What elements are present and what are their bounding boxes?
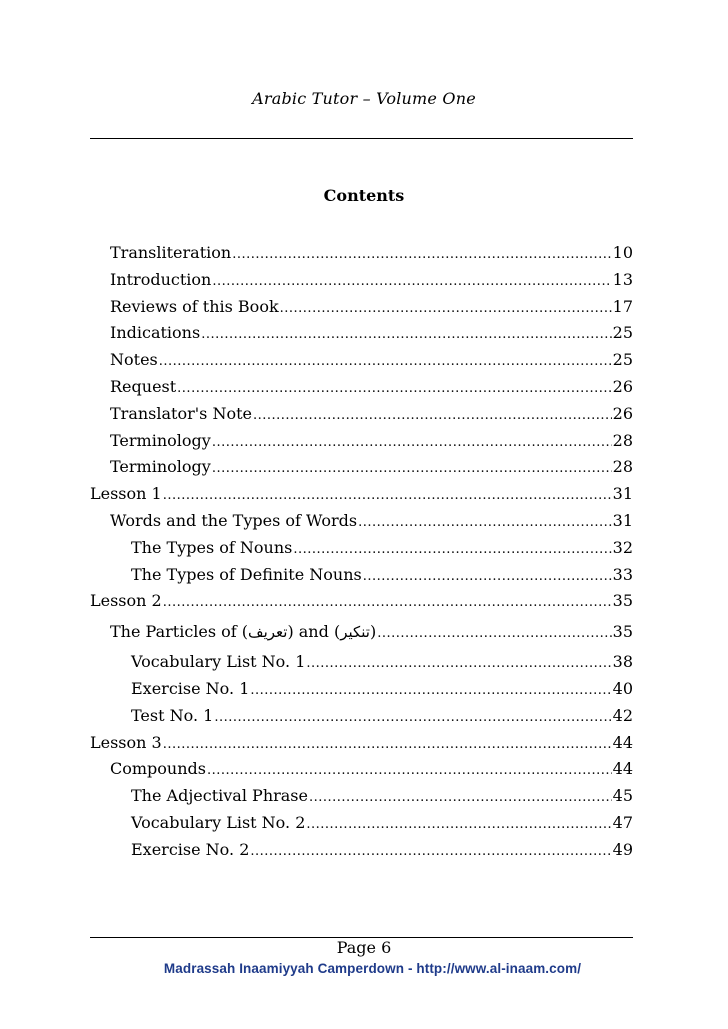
toc-entry-page: 47 xyxy=(612,812,633,832)
toc-entry[interactable] xyxy=(90,294,633,321)
toc-entry-page: 31 xyxy=(612,484,633,504)
toc-entry-title-part: تعريف xyxy=(248,623,288,642)
toc-entry-title: Translator's Note xyxy=(110,403,252,423)
toc-dot-leader xyxy=(212,456,612,483)
toc-dot-leader xyxy=(163,483,612,510)
toc-entry-page: 25 xyxy=(612,323,633,343)
toc-entry-title: Introduction xyxy=(110,269,212,289)
toc-entry[interactable] xyxy=(90,428,633,455)
toc-entry-title: Terminology xyxy=(110,430,211,450)
toc-entry[interactable] xyxy=(90,615,633,649)
toc-entry-page: 44 xyxy=(612,732,633,752)
toc-entry-title: Request xyxy=(110,376,177,396)
toc-entry-page: 17 xyxy=(612,296,633,316)
toc-entry-page: 35 xyxy=(612,591,633,611)
toc-entry-title: The Adjectival Phrase xyxy=(131,786,308,806)
toc-entry-title: Lesson 3 xyxy=(90,732,162,752)
toc-entry[interactable] xyxy=(90,783,633,810)
toc-entry-page: 38 xyxy=(612,652,633,672)
toc-entry-page: 31 xyxy=(612,510,633,530)
toc-dot-leader xyxy=(163,590,612,617)
page-number: Page 6 xyxy=(336,938,392,957)
toc-entry-title: Words and the Types of Words xyxy=(110,510,358,530)
toc-entry-title-part: The Particles of ( xyxy=(110,622,249,642)
toc-entry[interactable] xyxy=(90,481,633,508)
toc-entry-page: 40 xyxy=(612,678,633,698)
toc-entry[interactable] xyxy=(90,240,633,267)
toc-entry[interactable] xyxy=(90,730,633,757)
toc-entry[interactable] xyxy=(90,703,633,730)
toc-entry[interactable] xyxy=(90,401,633,428)
toc-entry[interactable] xyxy=(90,508,633,535)
toc-dot-leader xyxy=(214,705,611,732)
toc-entry-title: Lesson 2 xyxy=(90,591,162,611)
toc-dot-leader xyxy=(207,758,612,785)
toc-entry-page: 49 xyxy=(612,839,633,859)
toc-entry-title-part: ) xyxy=(369,622,377,642)
toc-entry[interactable] xyxy=(90,374,633,401)
toc-entry-title: Lesson 1 xyxy=(90,484,162,504)
toc-entry[interactable] xyxy=(90,562,633,589)
toc-entry-page: 45 xyxy=(612,786,633,806)
toc-dot-leader xyxy=(377,617,611,651)
toc-entry-title: Indications xyxy=(110,323,201,343)
toc-dot-leader xyxy=(212,269,611,296)
toc-entry-page: 10 xyxy=(612,243,633,262)
toc-entry[interactable] xyxy=(90,837,633,864)
toc-entry-page: 44 xyxy=(612,759,633,779)
running-header-title: Arabic Tutor – Volume One xyxy=(252,89,476,108)
toc-entry-title: The Types of Nouns xyxy=(131,537,293,557)
toc-entry-page: 33 xyxy=(612,564,633,584)
toc-dot-leader xyxy=(306,651,611,678)
toc-dot-leader xyxy=(250,678,611,705)
toc-entry[interactable] xyxy=(90,756,633,783)
toc-entry-title: Exercise No. 2 xyxy=(131,839,250,859)
toc-dot-leader xyxy=(159,349,612,376)
toc-dot-leader xyxy=(177,376,611,403)
toc-entry-title: The Types of Definite Nouns xyxy=(131,564,362,584)
toc-dot-leader xyxy=(250,839,611,866)
toc-entry-title: Exercise No. 1 xyxy=(131,678,250,698)
toc-entry[interactable] xyxy=(90,588,633,615)
toc-dot-leader xyxy=(232,242,611,269)
header-rule xyxy=(90,138,633,139)
table-of-contents xyxy=(90,240,633,864)
toc-dot-leader xyxy=(358,510,612,537)
toc-entry[interactable] xyxy=(90,454,633,481)
toc-entry-page: 35 xyxy=(612,622,633,642)
toc-entry[interactable] xyxy=(90,320,633,347)
toc-entry-page: 32 xyxy=(612,537,633,557)
toc-entry[interactable] xyxy=(90,649,633,676)
toc-entry-title: Vocabulary List No. 2 xyxy=(131,812,306,832)
toc-dot-leader xyxy=(293,537,611,564)
toc-entry-title: Test No. 1 xyxy=(131,705,214,725)
footer-website: Madrassah Inaamiyyah Camperdown - http://www.al-inaam.com/ xyxy=(163,961,582,976)
toc-entry-page: 13 xyxy=(612,269,633,289)
toc-dot-leader xyxy=(309,785,612,812)
toc-entry[interactable] xyxy=(90,347,633,374)
toc-entry-page: 28 xyxy=(612,430,633,450)
toc-entry-title: Vocabulary List No. 1 xyxy=(131,652,306,672)
toc-entry-title: Transliteration xyxy=(110,243,232,262)
toc-entry-title-part: تنكير xyxy=(340,623,370,642)
toc-dot-leader xyxy=(212,430,612,457)
toc-dot-leader xyxy=(201,322,611,349)
contents-heading: Contents xyxy=(323,186,405,205)
toc-entry-title xyxy=(110,615,376,649)
toc-entry[interactable] xyxy=(90,810,633,837)
toc-entry[interactable] xyxy=(90,535,633,562)
toc-entry-page: 26 xyxy=(612,376,633,396)
toc-entry[interactable] xyxy=(90,267,633,294)
toc-dot-leader xyxy=(253,403,612,430)
toc-entry-title: Compounds xyxy=(110,759,206,779)
toc-dot-leader xyxy=(280,296,612,323)
toc-dot-leader xyxy=(163,732,612,759)
toc-dot-leader xyxy=(363,564,612,591)
toc-entry-title: Terminology xyxy=(110,457,211,477)
toc-entry-title: Notes xyxy=(110,350,158,370)
toc-entry[interactable] xyxy=(90,676,633,703)
toc-entry-page: 26 xyxy=(612,403,633,423)
toc-entry-title: Reviews of this Book xyxy=(110,296,279,316)
toc-entry-page: 42 xyxy=(612,705,633,725)
toc-entry-page: 25 xyxy=(612,350,633,370)
toc-entry-title-part: ) and ( xyxy=(287,622,341,642)
toc-entry-page: 28 xyxy=(612,457,633,477)
toc-dot-leader xyxy=(306,812,611,839)
